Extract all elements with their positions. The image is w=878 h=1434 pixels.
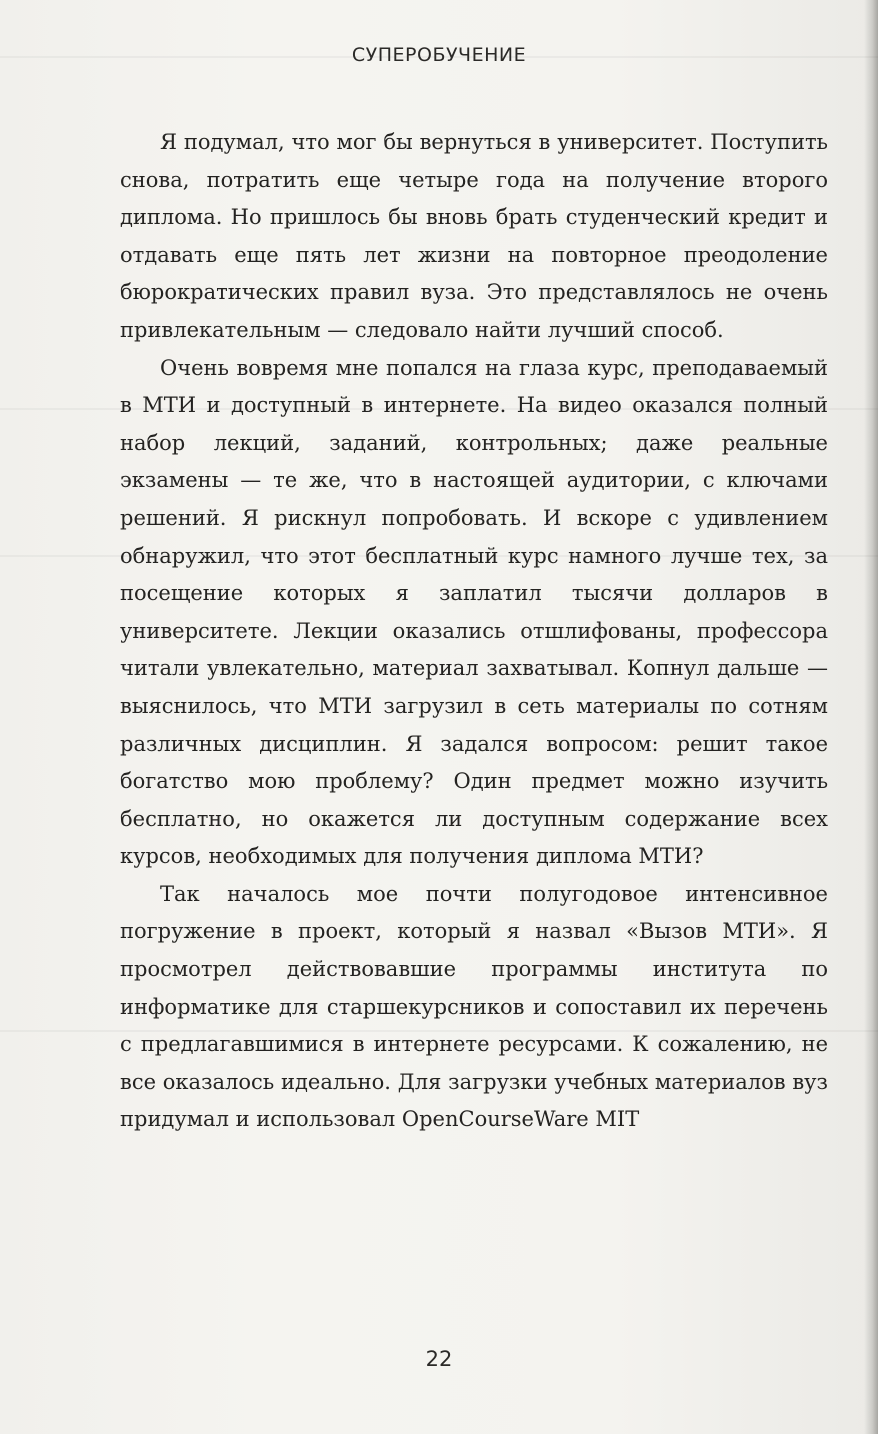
running-header: СУПЕРОБУЧЕНИЕ bbox=[351, 44, 527, 66]
paragraph-1: Я подумал, что мог бы вернуться в университет. Поступить снова, потратить еще четыре года на получение второго диплома. Но пришлось бы вновь брать студенческий кредит и отдавать еще пять лет жизни на повторное преодоление бюрократических правил вуза. Это представлялось не очень привлекательным — следовало найти лучший способ. bbox=[120, 130, 828, 342]
binding-shadow bbox=[864, 0, 878, 1434]
paragraph-3: Так началось мое почти полугодовое интенсивное погружение в проект, который я назвал «Вызов МТИ». Я просмотрел действовавшие программы института по информатике для старшекурсников и сопоставил их перечень с предлагавшимися в интернете ресурсами. К сожалению, не все оказалось идеально. Для загрузки учебных материалов вуз придумал и использовал OpenCourseWare MIT bbox=[120, 881, 828, 1132]
page-number: 22 bbox=[425, 1347, 453, 1371]
body-text bbox=[120, 124, 828, 1139]
paragraph-2: Очень вовремя мне попался на глаза курс, преподаваемый в МТИ и доступный в интернете. На видео оказался полный набор лекций, заданий, контрольных; даже реальные экзамены — те же, что в настоящей аудитории, с ключами решений. Я рискнул попробовать. И вскоре с удивлением обнаружил, что этот бесплатный курс намного лучше тех, за посещение которых я заплатил тысячи долларов в университете. Лекции оказались отшлифованы, профессора читали увлекательно, материал захватывал. Копнул дальше — выяснилось, что МТИ загрузил в сеть материалы по сотням различных дисциплин. Я задался вопросом: решит такое богатство мою проблему? Один предмет можно изучить бесплатно, но окажется ли доступным содержание всех курсов, необходимых для получения диплома МТИ? bbox=[120, 355, 828, 869]
